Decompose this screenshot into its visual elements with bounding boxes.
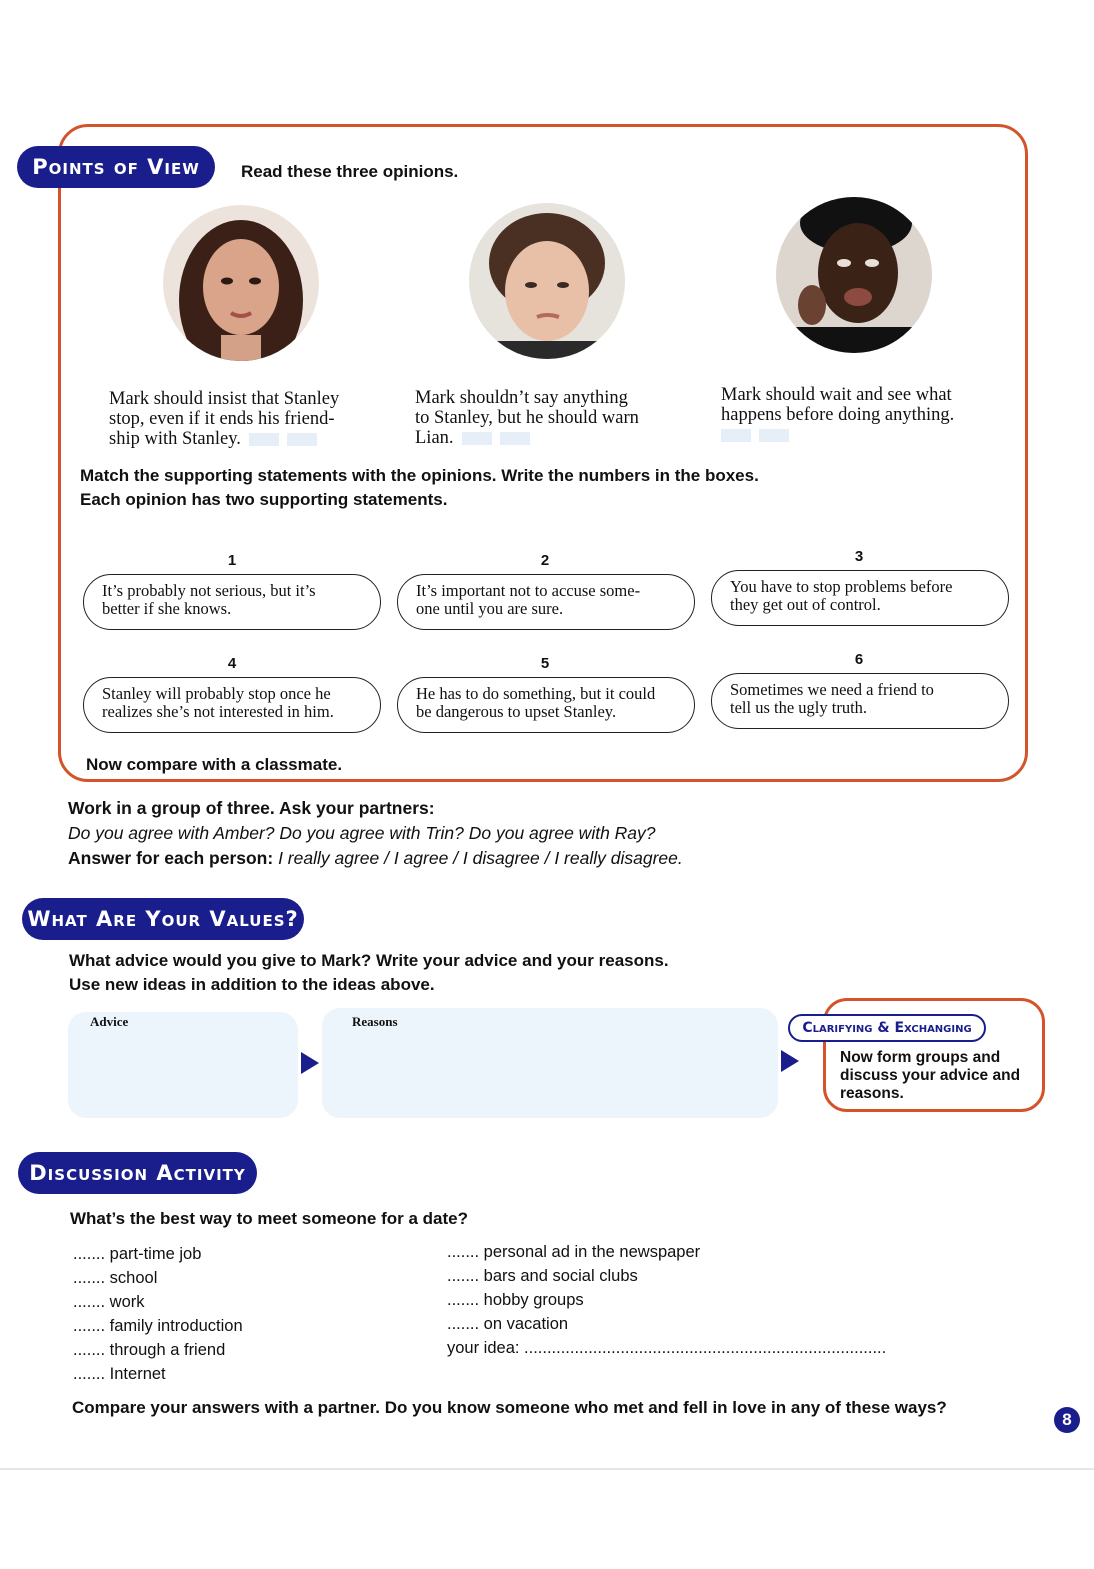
group-work-answer — [68, 846, 683, 871]
opinion-line — [415, 428, 639, 448]
discussion-tag: Discussion Activity — [18, 1152, 257, 1194]
statement-line: Stanley will probably stop once he — [102, 684, 331, 703]
left-options — [73, 1242, 243, 1386]
statement-line: tell us the ugly truth. — [730, 698, 868, 717]
answer-box[interactable] — [721, 429, 751, 442]
statement-number: 3 — [854, 548, 864, 565]
opinion-line: Mark shouldn’t say anything — [415, 388, 628, 408]
read-instruction: Read these three opinions. — [241, 162, 459, 181]
discussion-compare: Compare your answers with a partner. Do you know someone who met and fell in love in any of these ways? — [72, 1398, 947, 1417]
option-item[interactable]: ....... part-time job — [73, 1245, 202, 1263]
answer-box[interactable] — [287, 433, 317, 446]
clarifying-line: reasons. — [840, 1085, 904, 1102]
option-item[interactable]: ....... personal ad in the newspaper — [447, 1243, 701, 1261]
option-item[interactable]: ....... bars and social clubs — [447, 1267, 638, 1285]
answer-box[interactable] — [759, 429, 789, 442]
points-of-view-tag: Points of View — [17, 146, 215, 188]
option-item[interactable]: ....... on vacation — [447, 1315, 569, 1333]
statement-3 — [711, 570, 1009, 626]
opinion-line: to Stanley, but he should warn — [415, 408, 639, 428]
group-work-line: Work in a group of three. Ask your partners: — [68, 798, 435, 818]
opinion-line-text: ship with Stanley. — [109, 429, 241, 449]
option-item[interactable]: ....... family introduction — [73, 1317, 243, 1335]
reasons-label: Reasons — [352, 1014, 398, 1029]
match-instruction — [80, 464, 759, 512]
group-work-text — [68, 796, 683, 871]
answer-options: I really agree / I agree / I disagree / I really disagree. — [278, 848, 683, 868]
option-item[interactable]: ....... school — [73, 1269, 158, 1287]
answer-label: Answer for each person: — [68, 848, 274, 868]
match-line: Match the supporting statements with the opinions. Write the numbers in the boxes. — [80, 466, 759, 485]
values-tag: What Are Your Values? — [22, 898, 304, 940]
opinion-line: happens before doing anything. — [721, 405, 955, 425]
option-item[interactable]: ....... through a friend — [73, 1341, 226, 1359]
opinion-line: Mark should wait and see what — [721, 385, 952, 405]
statement-1 — [83, 574, 381, 630]
statement-line: better if she knows. — [102, 599, 232, 618]
opinion-ray — [721, 385, 954, 445]
answer-box[interactable] — [249, 433, 279, 446]
statement-line: realizes she’s not interested in him. — [102, 702, 334, 721]
right-options — [447, 1240, 886, 1360]
values-instruction — [69, 949, 669, 997]
discussion-question: What’s the best way to meet someone for a date? — [70, 1209, 469, 1228]
opinion-line — [721, 425, 954, 445]
photo-amber — [163, 205, 319, 361]
values-line: Use new ideas in addition to the ideas above. — [69, 975, 435, 994]
answer-box[interactable] — [500, 432, 530, 445]
statement-line: You have to stop problems before — [730, 577, 953, 596]
option-item[interactable]: ....... work — [73, 1293, 145, 1311]
statement-6 — [711, 673, 1009, 729]
opinion-line — [109, 429, 339, 449]
statement-number: 2 — [540, 552, 550, 569]
statement-5 — [397, 677, 695, 733]
arrow-icon — [301, 1052, 319, 1074]
group-work-questions: Do you agree with Amber? Do you agree with Trin? Do you agree with Ray? — [68, 823, 656, 843]
statement-line: It’s probably not serious, but it’s — [102, 581, 316, 600]
page-number-badge: 8 — [1054, 1407, 1080, 1433]
compare-instruction: Now compare with a classmate. — [86, 755, 343, 774]
statement-line: be dangerous to upset Stanley. — [416, 702, 617, 721]
clarifying-text — [840, 1049, 1020, 1103]
opinion-line: Mark should insist that Stanley — [109, 389, 340, 409]
photo-trin — [469, 203, 625, 359]
statement-number: 6 — [854, 651, 864, 668]
statement-number: 1 — [227, 552, 237, 569]
opinion-amber — [109, 389, 339, 449]
photo-ray — [776, 197, 932, 353]
clarifying-line: discuss your advice and — [840, 1067, 1021, 1084]
statement-4 — [83, 677, 381, 733]
advice-label: Advice — [90, 1014, 129, 1029]
option-item[interactable]: ....... Internet — [73, 1365, 166, 1383]
opinion-line-text: Lian. — [415, 428, 454, 448]
opinion-line: stop, even if it ends his friend- — [109, 409, 335, 429]
statement-line: they get out of control. — [730, 595, 881, 614]
statement-line: one until you are sure. — [416, 599, 564, 618]
statement-line: He has to do something, but it could — [416, 684, 656, 703]
clarifying-line: Now form groups and — [840, 1049, 1001, 1066]
statement-number: 5 — [540, 655, 550, 672]
footer-rule — [0, 1468, 1094, 1470]
statement-2 — [397, 574, 695, 630]
values-line: What advice would you give to Mark? Write your advice and your reasons. — [69, 951, 669, 970]
statement-line: Sometimes we need a friend to — [730, 680, 934, 699]
statement-line: It’s important not to accuse some- — [416, 581, 641, 600]
answer-box[interactable] — [462, 432, 492, 445]
match-line: Each opinion has two supporting statements. — [80, 490, 448, 509]
clarifying-tag: Clarifying & Exchanging — [788, 1014, 986, 1042]
statement-number: 4 — [227, 655, 237, 672]
arrow-icon — [781, 1050, 799, 1072]
option-item[interactable]: ....... hobby groups — [447, 1291, 584, 1309]
opinion-trin — [415, 388, 639, 448]
your-idea-field[interactable]: your idea: ............................................................................... — [447, 1339, 887, 1357]
